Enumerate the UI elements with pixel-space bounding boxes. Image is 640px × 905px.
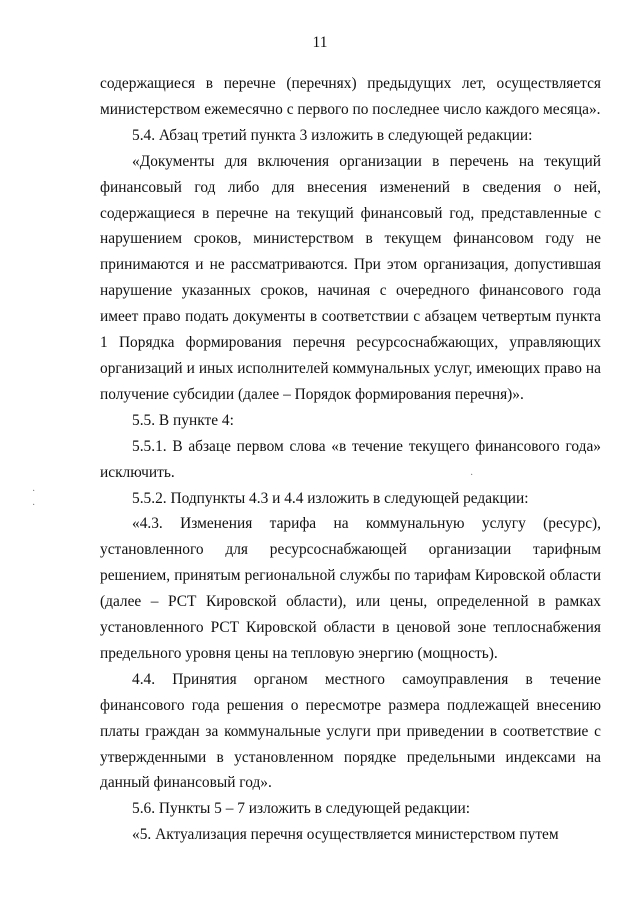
paragraph-4-4: 4.4. Принятия органом местного самоуправления в течение финансового года решения о пересмотре размера подлежащей внесению платы граждан за коммунальные услуги при приведении в соответствие с утвержденными в установленном порядке предельными индексами на данный финансовый год». xyxy=(100,670,601,792)
paragraph-5-5: 5.5. В пункте 4: xyxy=(132,411,234,429)
scan-speck: · xyxy=(32,500,36,511)
paragraph-continuation: содержащиеся в перечне (перечнях) предыдущих лет, осуществляется министерством ежемесячно с первого по последнее число каждого месяца». xyxy=(100,75,601,118)
paragraph-5-4: 5.4. Абзац третий пункта 3 изложить в следующей редакции: xyxy=(132,126,533,144)
paragraph-5-6: 5.6. Пункты 5 – 7 изложить в следующей редакции: xyxy=(132,800,471,818)
scan-speck: · xyxy=(470,470,474,481)
paragraph-quote-documents: «Документы для включения организации в перечень на текущий финансовый год либо для внесения изменений в сведения о ней, содержащиеся в перечне на текущий финансовый год, представленные с нарушением сроков, министерством в текущем финансовом году не принимаются и не рассматриваются. При этом организация, допустившая нарушение указанных сроков, начиная с очередного финансового года имеет право подать документы в соответствии с абзацем четвертым пункта 1 Порядка формирования перечня ресурсоснабжающих, управляющих организаций и иных исполнителей коммунальных услуг, имеющих право на получение субсидии (далее – Порядок формирования перечня)». xyxy=(100,152,601,403)
paragraph-4-3: «4.3. Изменения тарифа на коммунальную услугу (ресурс), установленного для ресурсоснабжающей организации тарифным решением, принятым региональной службы по тарифам Кировской области (далее – РСТ Кировской области), или цены, определенной в рамках установленного РСТ Кировской области в ценовой зоне теплоснабжения предельного уровня цены на тепловую энергию (мощность). xyxy=(100,515,601,662)
scan-speck: · xyxy=(32,486,36,497)
paragraph-5-5-1: 5.5.1. В абзаце первом слова «в течение текущего финансового года» исключить. xyxy=(100,437,601,481)
paragraph-5-start: «5. Актуализация перечня осуществляется министерством путем xyxy=(132,826,559,844)
paragraph-5-5-2: 5.5.2. Подпункты 4.3 и 4.4 изложить в следующей редакции: xyxy=(132,489,529,507)
document-body xyxy=(100,71,601,848)
page-number: 11 xyxy=(312,34,328,51)
